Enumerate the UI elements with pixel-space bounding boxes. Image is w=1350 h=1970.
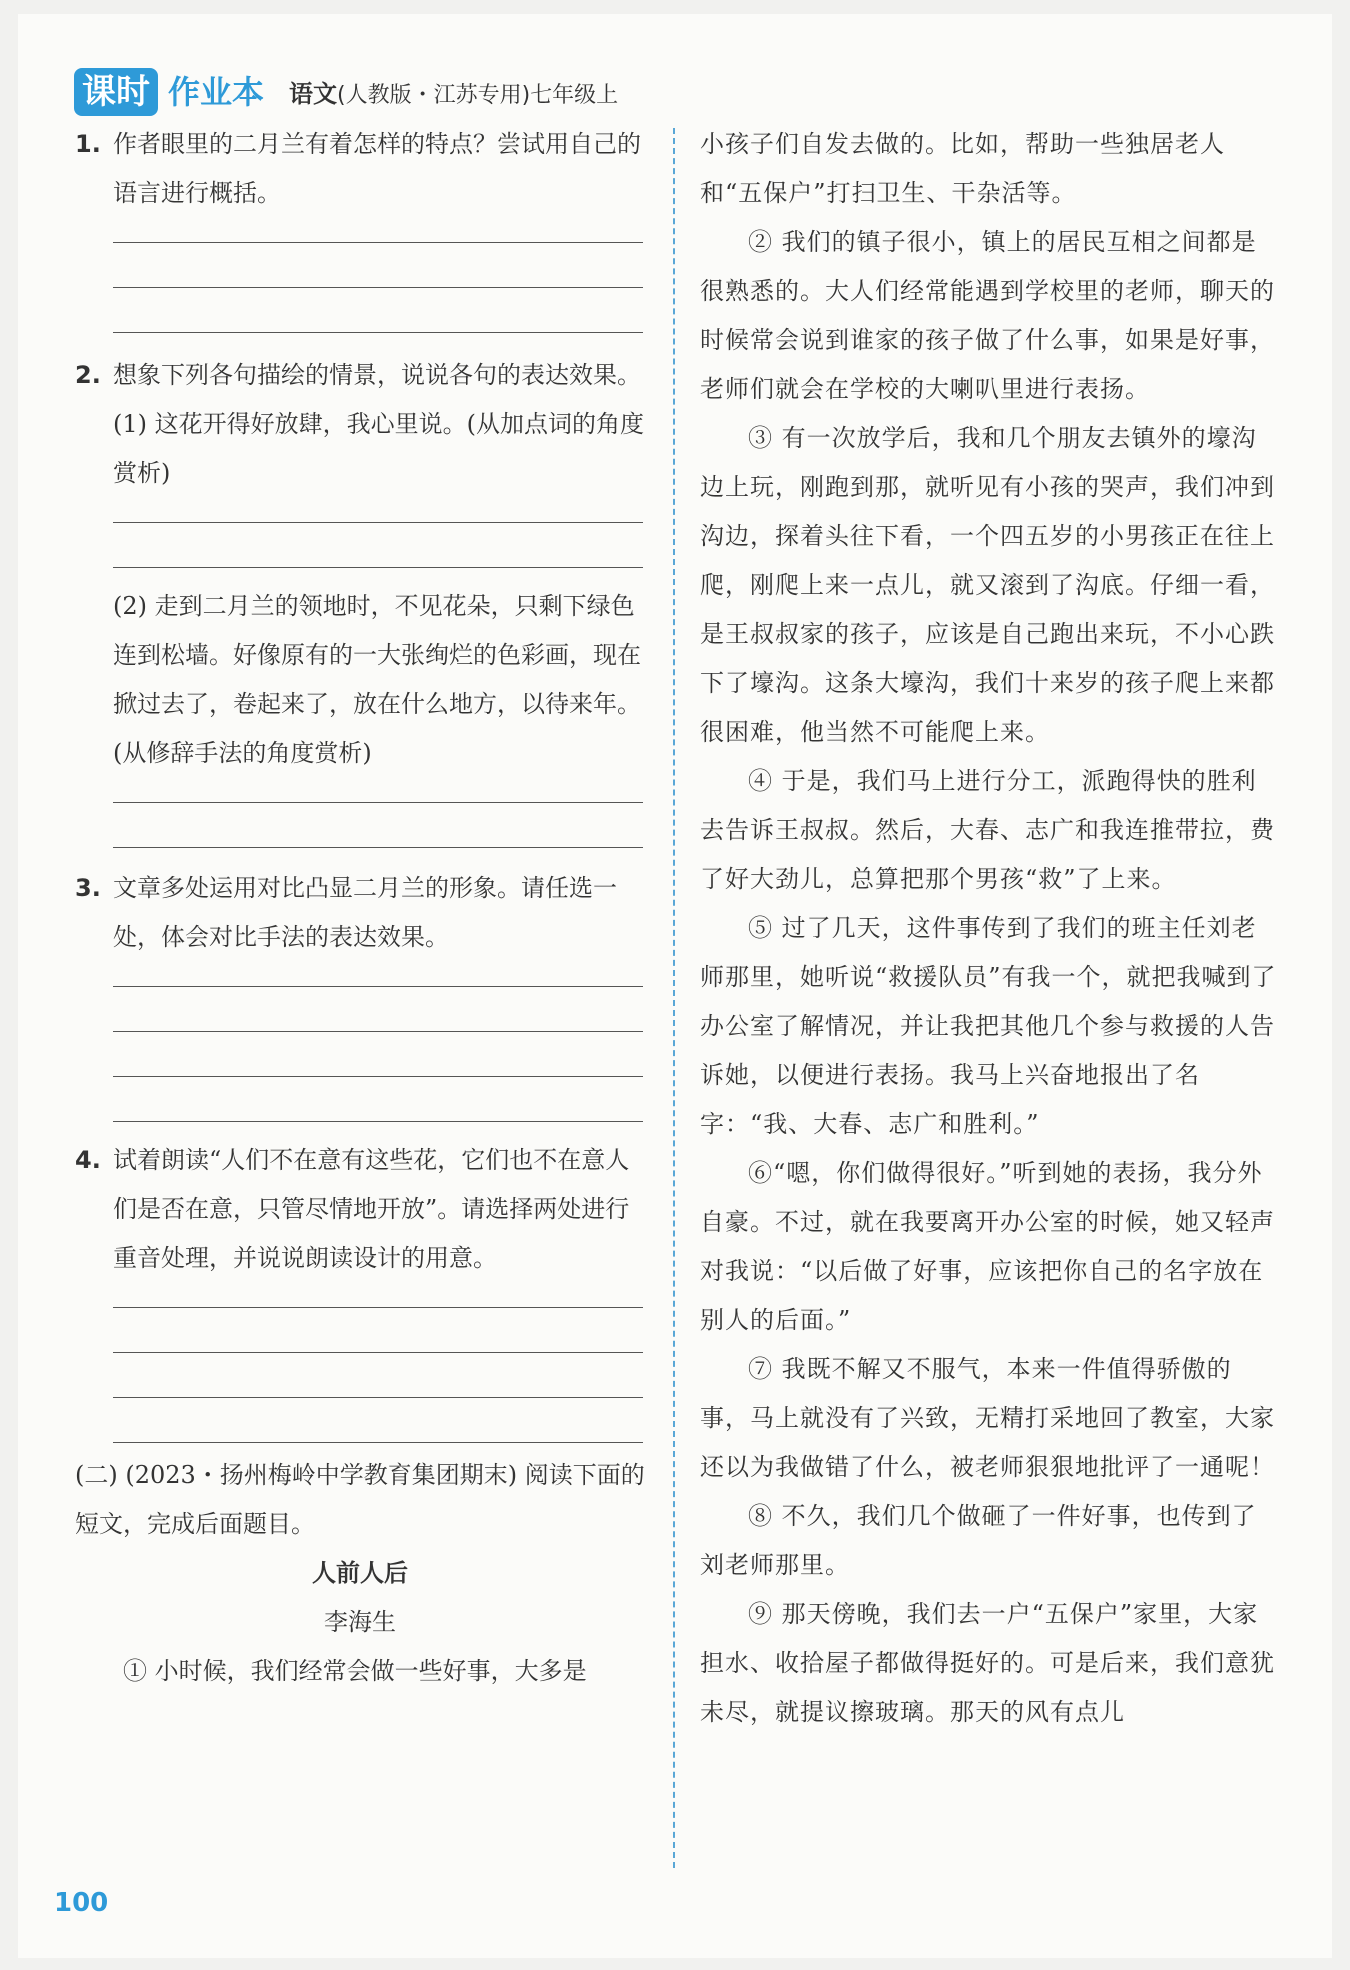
question-3: [75, 864, 645, 962]
question-4: [75, 1136, 645, 1283]
article-paragraph-7: ⑦ 我既不解又不服气，本来一件值得骄傲的事，马上就没有了兴致，无精打采地回了教室，大家还以为我做错了什么，被老师狠狠地批评了一通呢！: [700, 1355, 1275, 1481]
article-paragraph-8: ⑧ 不久，我们几个做砸了一件好事，也传到了刘老师那里。: [700, 1502, 1257, 1579]
article-paragraph-3: ③ 有一次放学后，我和几个朋友去镇外的壕沟边上玩，刚跑到那，就听见有小孩的哭声，我们冲到沟边，探着头往下看，一个四五岁的小男孩正在往上爬，刚爬上来一点儿，就又滚到了沟底。仔细一看，是王叔叔家的孩子，应该是自己跑出来玩，不小心跌下了壕沟。这条大壕沟，我们十来岁的孩子爬上来都很困难，他当然不可能爬上来。: [700, 424, 1275, 746]
question-number: 1.: [75, 130, 101, 158]
book-subtitle: [289, 76, 618, 114]
brand-name: 作业本: [168, 73, 265, 111]
article-paragraph-9: ⑨ 那天傍晚，我们去一户“五保户”家里，大家担水、收拾屋子都做得挺好的。可是后来，我们意犹未尽，就提议擦玻璃。那天的风有点儿: [700, 1600, 1275, 1726]
question-2-sub-1: (1) 这花开得好放肆，我心里说。(从加点词的角度赏析): [113, 410, 644, 487]
question-number: 2.: [75, 361, 101, 389]
page-number: 100: [54, 1888, 109, 1918]
article-title: 人前人后: [312, 1559, 408, 1587]
edition: (人教版・江苏专用)七年级上: [337, 83, 619, 108]
article-paragraph-4: ④ 于是，我们马上进行分工，派跑得快的胜利去告诉王叔叔。然后，大春、志广和我连推带拉，费了好大劲儿，总算把那个男孩“救”了上来。: [700, 767, 1275, 893]
question-text: 文章多处运用对比凸显二月兰的形象。请任选一处，体会对比手法的表达效果。: [113, 874, 617, 951]
article-paragraph-1-cont: 小孩子们自发去做的。比如，帮助一些独居老人和“五保户”打扫卫生、干杂活等。: [700, 130, 1225, 207]
left-column: [75, 120, 645, 1696]
question-number: 4.: [75, 1146, 101, 1174]
question-2-sub-2: (2) 走到二月兰的领地时，不见花朵，只剩下绿色连到松墙。好像原有的一大张绚烂的色彩画，现在掀过去了，卷起来了，放在什么地方，以待来年。(从修辞手法的角度赏析): [113, 592, 641, 767]
brand-logo: 课时: [74, 68, 158, 116]
article-author: 李海生: [324, 1608, 396, 1636]
article-paragraph-5: ⑤ 过了几天，这件事传到了我们的班主任刘老师那里，她听说“救援队员”有我一个，就把我喊到了办公室了解情况，并让我把其他几个参与救援的人告诉她，以便进行表扬。我马上兴奋地报出了名字：“我、大春、志广和胜利。”: [700, 914, 1277, 1138]
question-2: [75, 351, 645, 400]
question-text: 作者眼里的二月兰有着怎样的特点？尝试用自己的语言进行概括。: [113, 130, 641, 207]
reading-section-intro: (二) (2023・扬州梅岭中学教育集团期末) 阅读下面的短文，完成后面题目。: [75, 1461, 645, 1538]
article-paragraph-2: ② 我们的镇子很小，镇上的居民互相之间都是很熟悉的。大人们经常能遇到学校里的老师，聊天的时候常会说到谁家的孩子做了什么事，如果是好事，老师们就会在学校的大喇叭里进行表扬。: [700, 228, 1275, 403]
question-1: [75, 120, 645, 218]
column-divider: [673, 128, 675, 1868]
question-number: 3.: [75, 874, 101, 902]
subject: 语文: [289, 80, 337, 108]
article-paragraph-6: ⑥“嗯，你们做得很好。”听到她的表扬，我分外自豪。不过，就在我要离开办公室的时候，她又轻声对我说：“以后做了好事，应该把你自己的名字放在别人的后面。”: [700, 1159, 1275, 1334]
right-column: [700, 120, 1280, 1737]
article-paragraph-1: ① 小时候，我们经常会做一些好事，大多是: [123, 1657, 587, 1685]
question-text: 想象下列各句描绘的情景，说说各句的表达效果。: [113, 361, 641, 389]
question-text: 试着朗读“人们不在意有这些花，它们也不在意人们是否在意，只管尽情地开放”。请选择两处进行重音处理，并说说朗读设计的用意。: [113, 1146, 630, 1272]
